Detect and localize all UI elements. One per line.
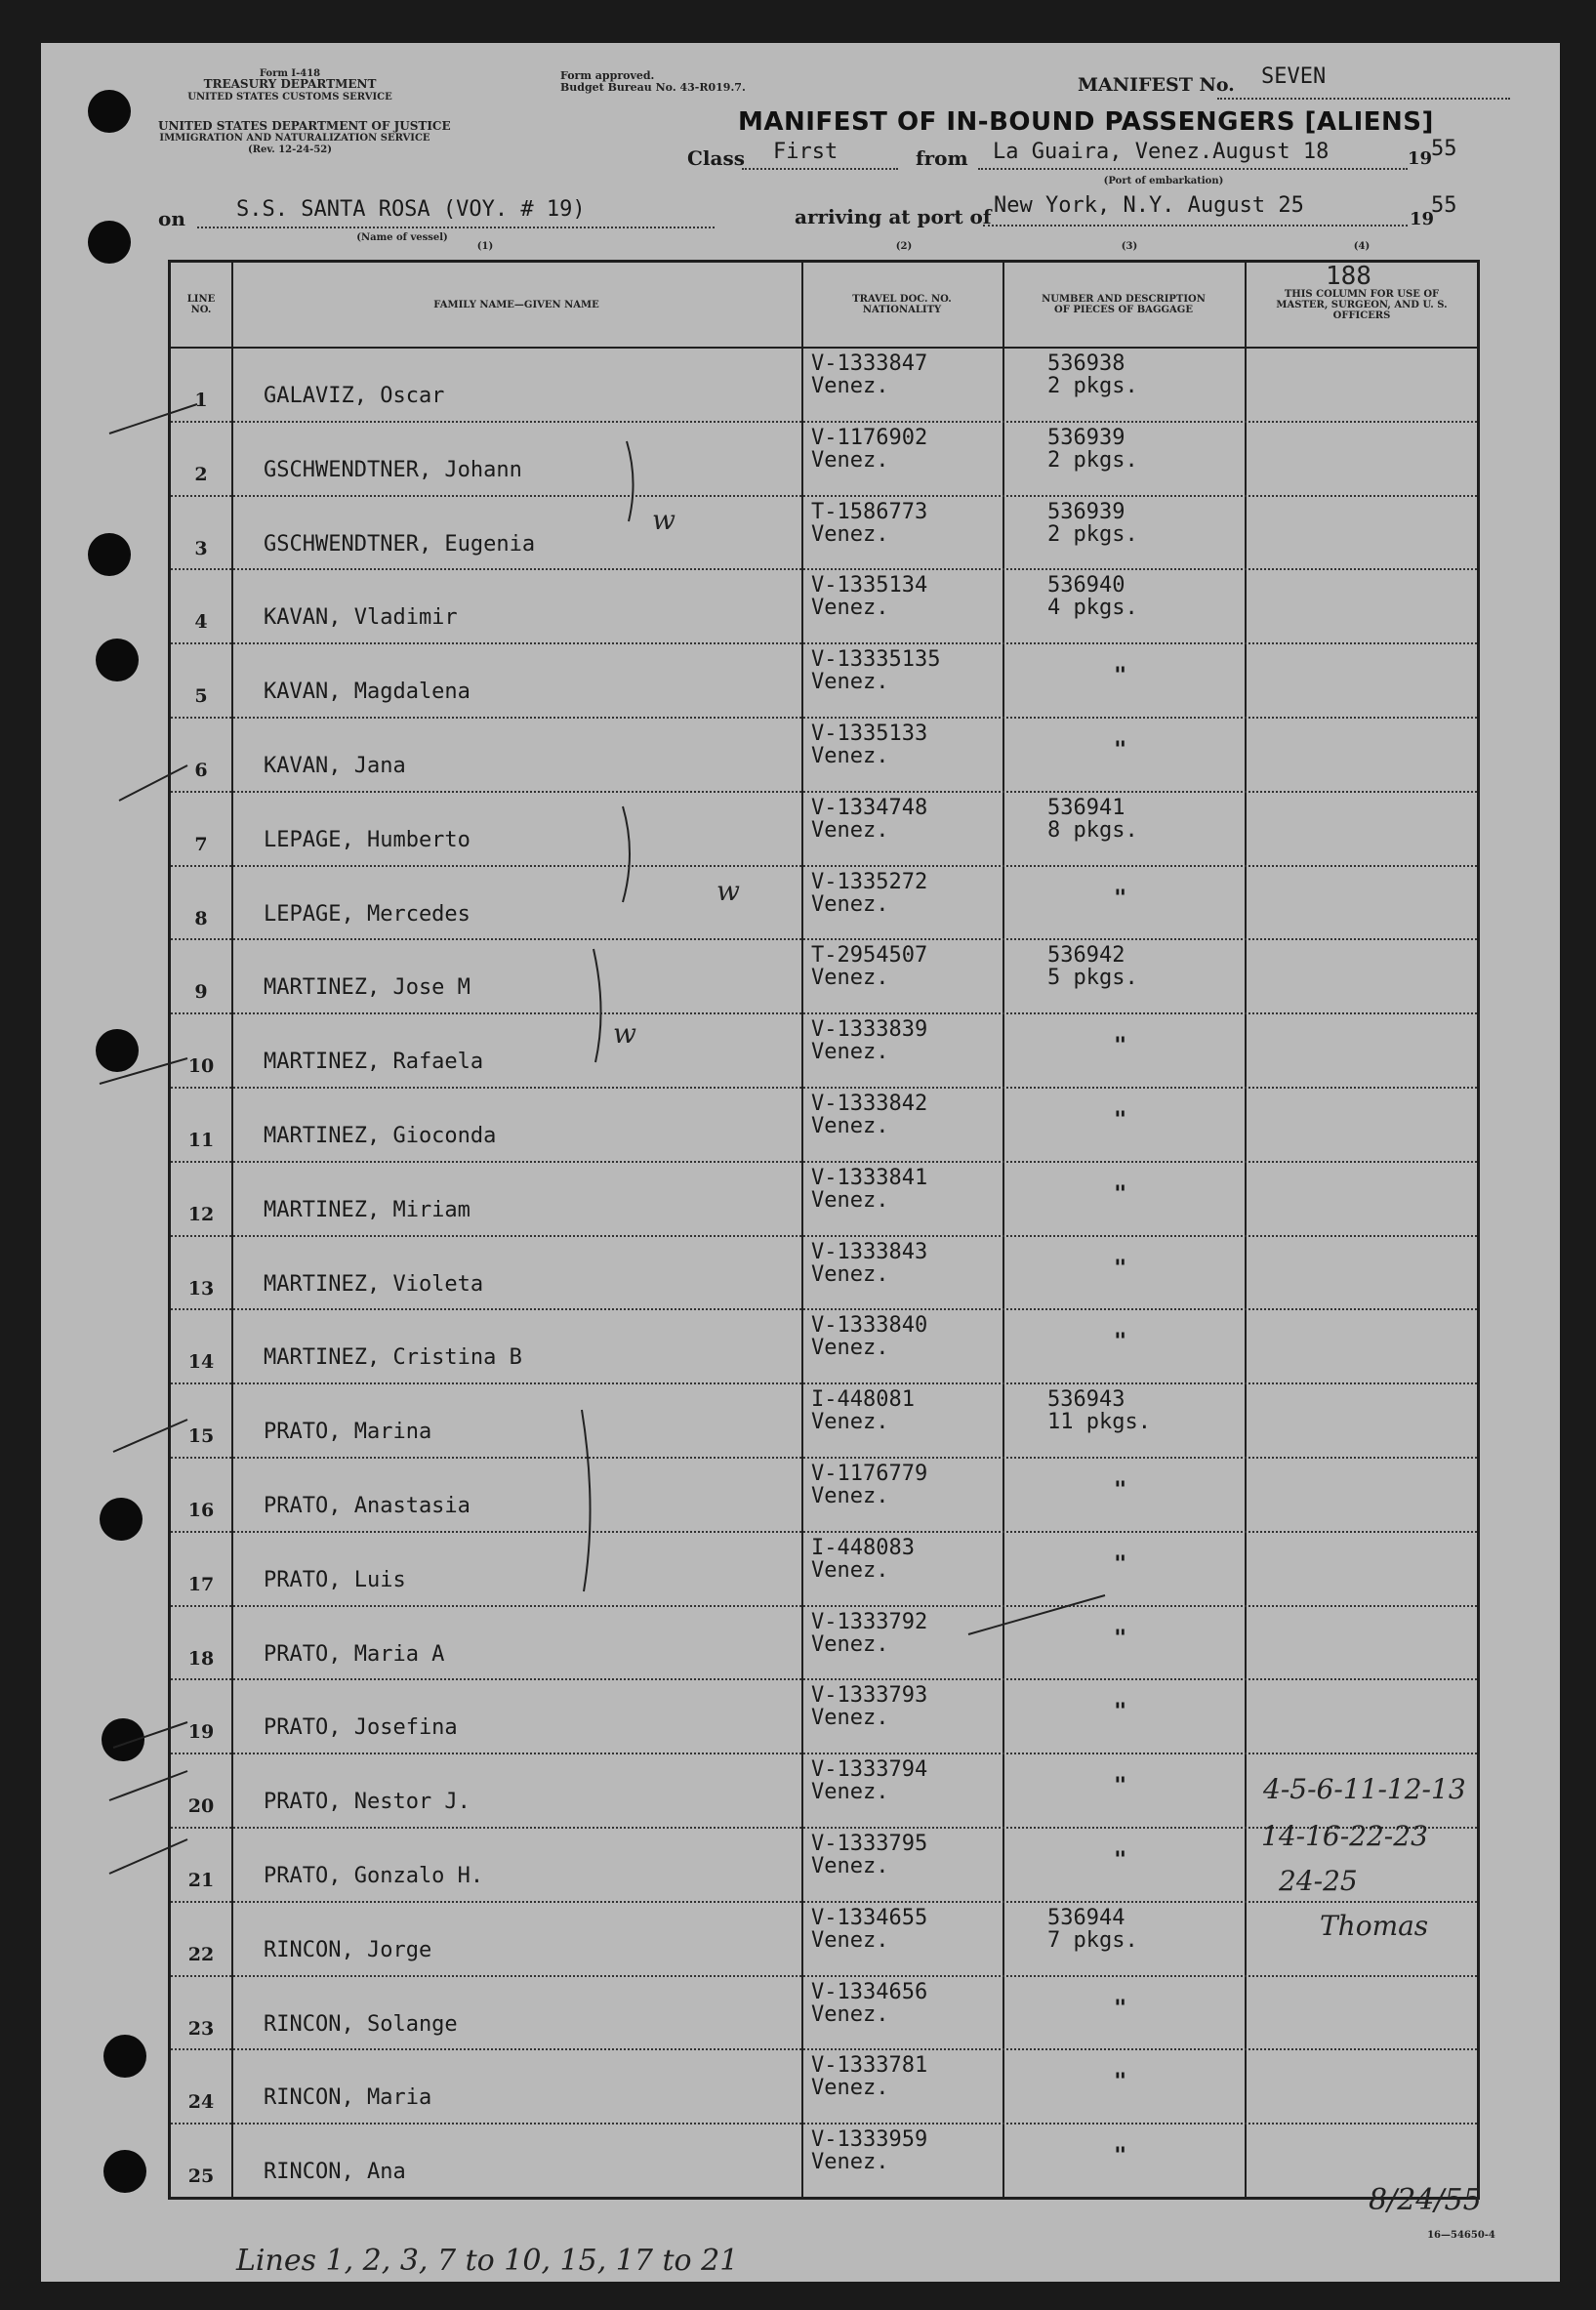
- baggage-count: 11 pkgs.: [1047, 1410, 1151, 1435]
- ins-service: IMMIGRATION AND NATURALIZATION SERVICE: [159, 133, 430, 144]
- handwritten-note-3: 24-25: [1279, 1865, 1358, 1897]
- nationality: Venez.: [811, 596, 889, 621]
- travel-doc-number: V-1334655: [811, 1905, 928, 1930]
- passenger-name: RINCON, Maria: [264, 2085, 432, 2111]
- line-number: 12: [187, 1203, 215, 1225]
- nationality: Venez.: [811, 1410, 889, 1435]
- nationality: Venez.: [811, 1336, 889, 1361]
- handwritten-bottom-note: Lines 1, 2, 3, 7 to 10, 15, 17 to 21: [236, 2244, 739, 2278]
- travel-doc-number: V-1333795: [811, 1832, 928, 1856]
- form-approved: Form approved.: [560, 69, 655, 82]
- line-number: 22: [187, 1943, 215, 1965]
- travel-doc-number: T-2954507: [811, 943, 928, 969]
- passenger-name: MARTINEZ, Miriam: [264, 1197, 471, 1222]
- nationality: Venez.: [811, 1114, 889, 1138]
- travel-doc-number: V-1176779: [811, 1462, 928, 1486]
- baggage-ditto-mark: ": [1114, 1181, 1127, 1207]
- baggage-tag: 536942: [1047, 943, 1125, 969]
- line-number: 3: [194, 537, 208, 559]
- nationality: Venez.: [811, 1187, 889, 1213]
- passenger-name: LEPAGE, Humberto: [264, 827, 471, 852]
- travel-doc-number: V-1176902: [811, 425, 928, 450]
- baggage-tag: 536938: [1047, 351, 1125, 376]
- line-number: 10: [187, 1055, 215, 1078]
- nationality: Venez.: [811, 1927, 889, 1953]
- travel-doc-number: V-1333794: [811, 1757, 928, 1783]
- passenger-name: MARTINEZ, Rafaela: [264, 1050, 484, 1075]
- line-number: 8: [194, 907, 208, 929]
- baggage-count: 4 pkgs.: [1047, 596, 1138, 621]
- baggage-ditto-mark: ": [1114, 1034, 1127, 1059]
- line-number: 7: [194, 833, 208, 855]
- handwritten-w-mark-2: w: [716, 875, 740, 907]
- baggage-tag: 536943: [1047, 1387, 1125, 1413]
- line-number: 6: [194, 760, 208, 781]
- vessel-name: S.S. SANTA ROSA (VOY. # 19): [236, 197, 586, 222]
- handwritten-count: 188: [1326, 262, 1371, 291]
- line-number: 14: [187, 1351, 215, 1374]
- travel-doc-number: V-1333781: [811, 2053, 928, 2079]
- travel-doc-number: V-1333840: [811, 1313, 928, 1339]
- line-number: 25: [187, 2166, 215, 2188]
- passenger-name: KAVAN, Vladimir: [264, 605, 458, 631]
- caption-3: (3): [1121, 241, 1138, 252]
- line-number: 1: [194, 390, 208, 411]
- justice-dept: UNITED STATES DEPARTMENT OF JUSTICE: [158, 119, 451, 133]
- passenger-name: PRATO, Anastasia: [264, 1494, 471, 1518]
- baggage-ditto-mark: ": [1114, 2070, 1127, 2095]
- passenger-name: PRATO, Marina: [264, 1420, 432, 1445]
- nationality: Venez.: [811, 1040, 889, 1065]
- handwritten-signature: Thomas: [1320, 1910, 1429, 1942]
- arriving-label: arriving at port of: [795, 205, 992, 228]
- footer-code: 16—54650-4: [1427, 2230, 1495, 2241]
- line-number: 17: [187, 1573, 215, 1595]
- baggage-ditto-mark: ": [1114, 1551, 1127, 1577]
- baggage-count: 5 pkgs.: [1047, 966, 1138, 991]
- manifest-sheet: [41, 43, 1560, 2282]
- travel-doc-number: V-1335134: [811, 573, 928, 598]
- baggage-ditto-mark: ": [1114, 738, 1127, 763]
- line-number: 18: [187, 1647, 215, 1670]
- manifest-no-value: SEVEN: [1261, 64, 1327, 89]
- from-year-prefix: 19: [1408, 148, 1433, 169]
- line-number: 9: [194, 981, 208, 1004]
- from-year: 55: [1431, 137, 1457, 161]
- baggage-ditto-mark: ": [1114, 1626, 1127, 1651]
- class-value: First: [773, 140, 839, 164]
- travel-doc-number: V-1333959: [811, 2127, 928, 2153]
- header-name: FAMILY NAME—GIVEN NAME: [433, 299, 599, 310]
- nationality: Venez.: [811, 374, 889, 398]
- handwritten-note-2: 14-16-22-23: [1261, 1820, 1428, 1852]
- baggage-ditto-mark: ": [1114, 1108, 1127, 1133]
- travel-doc-number: V-1333843: [811, 1239, 928, 1264]
- nationality: Venez.: [811, 1631, 889, 1657]
- form-number: Form I-418: [259, 68, 321, 79]
- line-number: 24: [187, 2091, 215, 2114]
- travel-doc-number: V-1333793: [811, 1683, 928, 1709]
- revision: (Rev. 12-24-52): [248, 144, 332, 155]
- travel-doc-number: I-448081: [811, 1387, 915, 1413]
- line-number: 11: [187, 1130, 215, 1151]
- manifest-title: MANIFEST OF IN-BOUND PASSENGERS [ALIENS]: [738, 107, 1434, 137]
- travel-doc-number: V-1333841: [811, 1165, 928, 1190]
- baggage-ditto-mark: ": [1114, 1700, 1127, 1725]
- passenger-name: PRATO, Maria A: [264, 1641, 445, 1667]
- passenger-name: RINCON, Jorge: [264, 1937, 432, 1962]
- nationality: Venez.: [811, 2150, 889, 2175]
- baggage-tag: 536940: [1047, 573, 1125, 598]
- baggage-tag: 536944: [1047, 1905, 1125, 1930]
- nationality: Venez.: [811, 1484, 889, 1508]
- baggage-ditto-mark: ": [1114, 1774, 1127, 1799]
- passenger-name: KAVAN, Jana: [264, 754, 406, 778]
- nationality: Venez.: [811, 670, 889, 695]
- travel-doc-number: V-1333839: [811, 1017, 928, 1043]
- line-number: 5: [194, 685, 208, 708]
- passenger-name: KAVAN, Magdalena: [264, 680, 471, 705]
- from-label: from: [916, 146, 968, 170]
- baggage-ditto-mark: ": [1114, 1478, 1127, 1503]
- line-number: 21: [187, 1870, 215, 1891]
- travel-doc-number: V-1335133: [811, 722, 928, 746]
- passenger-name: GALAVIZ, Oscar: [264, 384, 445, 408]
- header-baggage: NUMBER AND DESCRIPTION OF PIECES OF BAGGAGE: [1042, 294, 1206, 315]
- caption-2: (2): [895, 241, 913, 252]
- travel-doc-number: V-1334748: [811, 795, 928, 820]
- treasury-dept: TREASURY DEPARTMENT: [203, 77, 377, 91]
- nationality: Venez.: [811, 1557, 889, 1583]
- baggage-tag: 536939: [1047, 425, 1125, 450]
- travel-doc-number: V-1333847: [811, 351, 928, 376]
- arrival-port-date: New York, N.Y. August 25: [994, 193, 1304, 218]
- manifest-no-label: MANIFEST No.: [1078, 74, 1235, 96]
- nationality: Venez.: [811, 2001, 889, 2027]
- baggage-ditto-mark: ": [1114, 1330, 1127, 1355]
- passenger-name: MARTINEZ, Cristina B: [264, 1345, 522, 1371]
- baggage-ditto-mark: ": [1114, 664, 1127, 689]
- baggage-count: 2 pkgs.: [1047, 521, 1138, 547]
- arrival-year: 55: [1431, 193, 1457, 218]
- nationality: Venez.: [811, 2076, 889, 2101]
- nationality: Venez.: [811, 1780, 889, 1805]
- line-number: 4: [194, 611, 208, 634]
- arrival-year-prefix: 19: [1410, 209, 1435, 229]
- handwritten-bottom-date: 8/24/55: [1369, 2183, 1482, 2217]
- travel-doc-number: V-1334656: [811, 1979, 928, 2004]
- embarkation-caption: (Port of embarkation): [1103, 176, 1224, 186]
- passenger-name: MARTINEZ, Jose M: [264, 975, 471, 1001]
- nationality: Venez.: [811, 521, 889, 547]
- handwritten-w-mark-3: w: [613, 1017, 636, 1050]
- caption-4: (4): [1353, 241, 1371, 252]
- customs-service: UNITED STATES CUSTOMS SERVICE: [187, 92, 392, 103]
- baggage-ditto-mark: ": [1114, 1256, 1127, 1281]
- passenger-name: LEPAGE, Mercedes: [264, 901, 471, 927]
- line-number: 23: [187, 2017, 215, 2040]
- nationality: Venez.: [811, 1261, 889, 1287]
- baggage-ditto-mark: ": [1114, 1996, 1127, 2021]
- header-line-no: LINE NO.: [186, 294, 216, 315]
- budget-bureau: Budget Bureau No. 43-R019.7.: [560, 81, 746, 94]
- nationality: Venez.: [811, 1706, 889, 1731]
- travel-doc-number: V-1333842: [811, 1092, 928, 1116]
- passenger-name: PRATO, Nestor J.: [264, 1790, 471, 1815]
- header-officers: THIS COLUMN FOR USE OF MASTER, SURGEON, AND U. S. OFFICERS: [1276, 288, 1448, 321]
- on-label: on: [158, 207, 185, 230]
- travel-doc-number: V-1333792: [811, 1609, 928, 1634]
- nationality: Venez.: [811, 447, 889, 473]
- passenger-name: RINCON, Ana: [264, 2160, 406, 2185]
- from-value: La Guaira, Venez.August 18: [993, 140, 1330, 164]
- passenger-name: GSCHWENDTNER, Johann: [264, 457, 522, 482]
- baggage-ditto-mark: ": [1114, 1848, 1127, 1873]
- line-number: 19: [187, 1721, 215, 1744]
- nationality: Venez.: [811, 817, 889, 843]
- travel-doc-number: T-1586773: [811, 499, 928, 524]
- passenger-name: PRATO, Gonzalo H.: [264, 1864, 484, 1888]
- baggage-tag: 536941: [1047, 795, 1125, 820]
- line-number: 13: [187, 1277, 215, 1299]
- passenger-name: GSCHWENDTNER, Eugenia: [264, 531, 536, 557]
- line-number: 15: [187, 1425, 215, 1448]
- nationality: Venez.: [811, 966, 889, 991]
- passenger-name: MARTINEZ, Gioconda: [264, 1124, 497, 1148]
- nationality: Venez.: [811, 1854, 889, 1878]
- travel-doc-number: I-448083: [811, 1535, 915, 1560]
- passenger-name: MARTINEZ, Violeta: [264, 1271, 484, 1297]
- nationality: Venez.: [811, 891, 889, 917]
- line-number: 2: [194, 463, 208, 485]
- passenger-name: PRATO, Luis: [264, 1567, 406, 1592]
- baggage-count: 2 pkgs.: [1047, 447, 1138, 473]
- travel-doc-number: V-13335135: [811, 647, 941, 673]
- passenger-name: PRATO, Josefina: [264, 1715, 458, 1741]
- line-number: 20: [187, 1795, 215, 1818]
- nationality: Venez.: [811, 744, 889, 768]
- baggage-ditto-mark: ": [1114, 2144, 1127, 2169]
- handwritten-note-1: 4-5-6-11-12-13: [1263, 1773, 1466, 1805]
- baggage-count: 8 pkgs.: [1047, 817, 1138, 843]
- line-number: 16: [187, 1500, 215, 1521]
- caption-1: (1): [476, 241, 494, 252]
- handwritten-brackets: [41, 43, 1560, 2282]
- baggage-tag: 536939: [1047, 499, 1125, 524]
- baggage-count: 2 pkgs.: [1047, 374, 1138, 398]
- passenger-name: RINCON, Solange: [264, 2011, 458, 2037]
- handwritten-w-mark-1: w: [652, 504, 675, 536]
- baggage-count: 7 pkgs.: [1047, 1927, 1138, 1953]
- class-label: Class: [687, 146, 745, 170]
- vessel-caption: (Name of vessel): [356, 232, 448, 243]
- baggage-ditto-mark: ": [1114, 886, 1127, 911]
- travel-doc-number: V-1335272: [811, 869, 928, 894]
- header-travel-doc: TRAVEL DOC. NO. NATIONALITY: [852, 294, 952, 315]
